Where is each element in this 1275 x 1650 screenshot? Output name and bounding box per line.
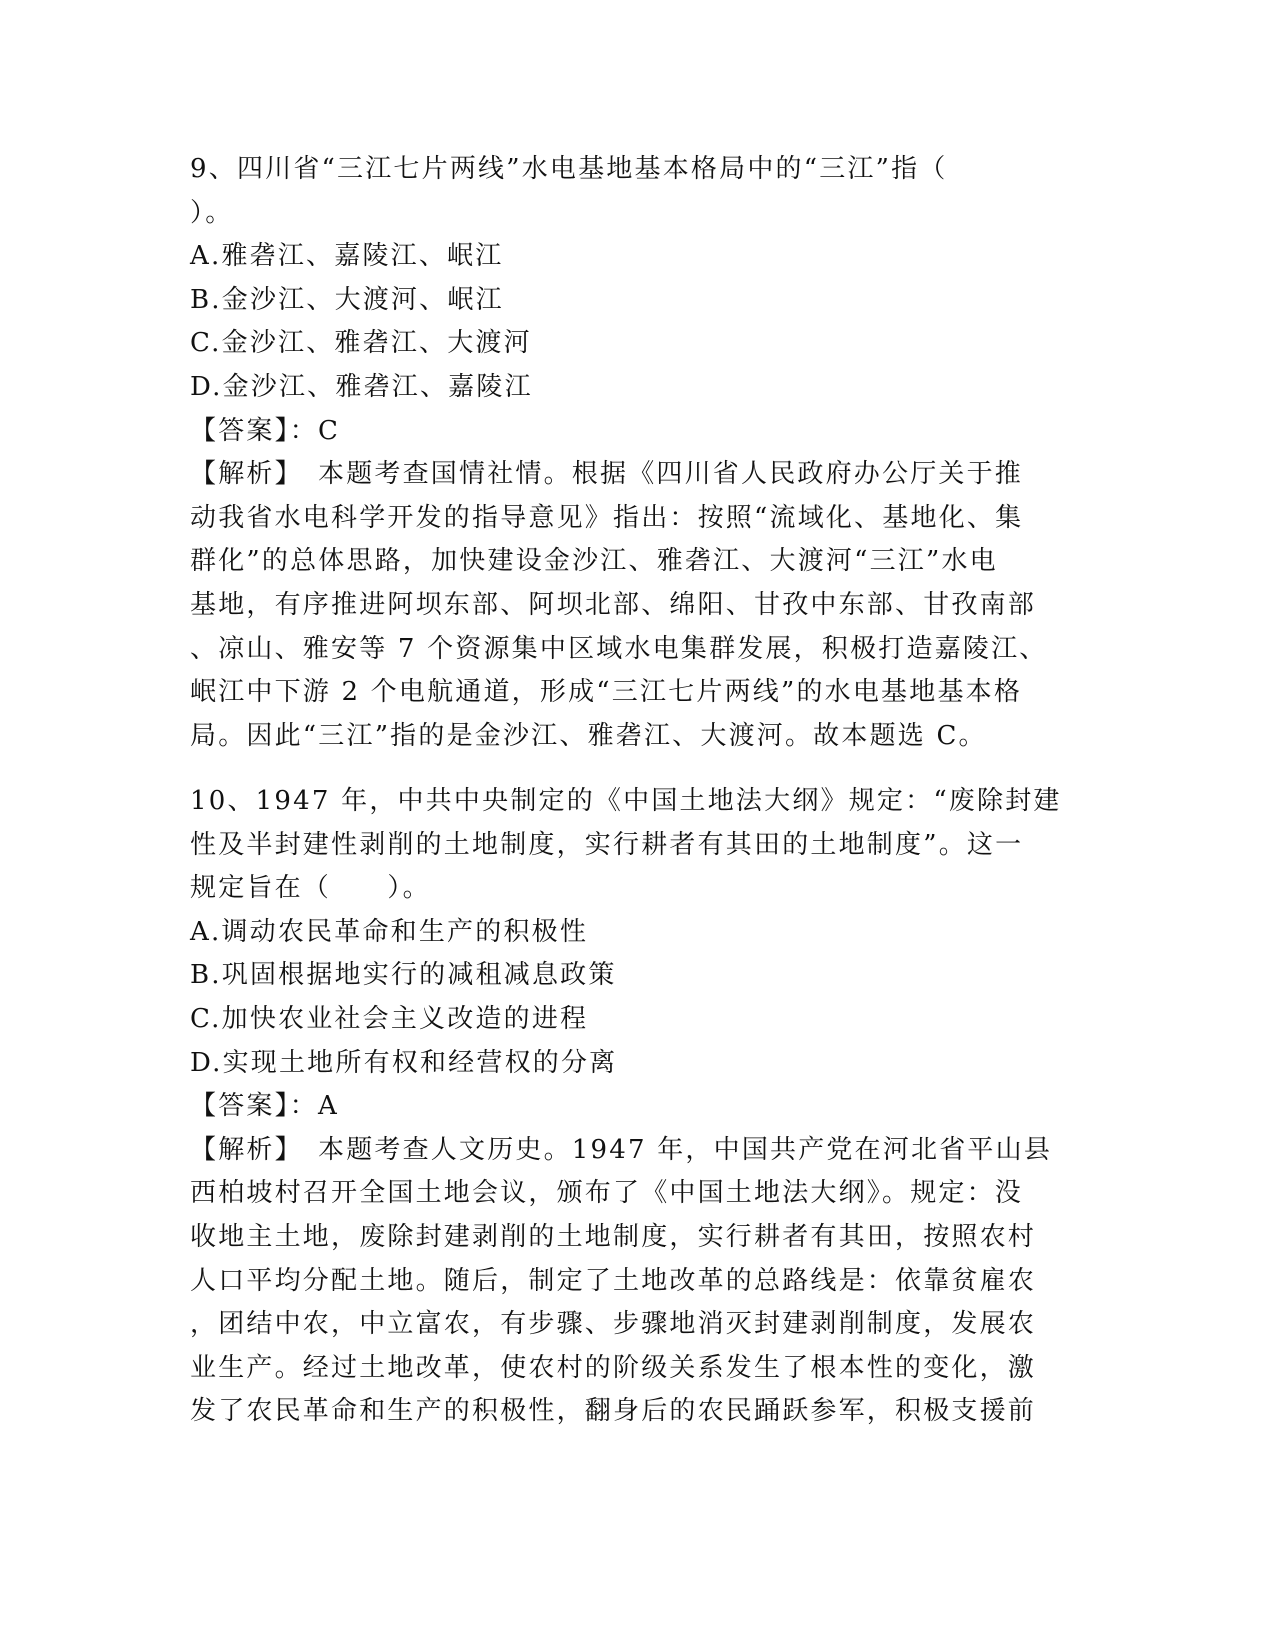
option-d: D.金沙江、雅砻江、嘉陵江	[190, 371, 533, 402]
option-c: C.金沙江、雅砻江、大渡河	[190, 328, 532, 359]
option-d: D.实现土地所有权和经营权的分离	[190, 1047, 618, 1078]
analysis-line: 岷江中下游 2 个电航通道，形成“三江七片两线”的水电基地基本格	[190, 677, 1023, 708]
question-9	[190, 148, 1090, 758]
answer-line: 【答案】：A	[190, 1091, 339, 1122]
analysis-line: 【解析】 本题考查人文历史。1947 年，中国共产党在河北省平山县	[190, 1134, 1053, 1165]
analysis-line: 西柏坡村召开全国土地会议，颁布了《中国土地法大纲》。规定：没	[190, 1178, 1024, 1209]
analysis-line: 业生产。经过土地改革，使农村的阶级关系发生了根本性的变化，激	[190, 1352, 1037, 1383]
answer-line: 【答案】：C	[190, 415, 341, 446]
analysis-line: 发了农民革命和生产的积极性，翻身后的农民踊跃参军，积极支援前	[190, 1396, 1037, 1427]
question-stem-line: 9、四川省“三江七片两线”水电基地基本格局中的“三江”指（	[190, 154, 948, 184]
question-stem-line: 规定旨在（ ）。	[190, 873, 431, 904]
analysis-line: 收地主土地，废除封建剥削的土地制度，实行耕者有其田，按照农村	[190, 1221, 1037, 1252]
option-b: B.金沙江、大渡河、岷江	[190, 284, 504, 315]
question-stem-line: ）。	[190, 197, 234, 228]
question-stem-line: 10、1947 年，中共中央制定的《中国土地法大纲》规定：“废除封建	[190, 786, 1062, 816]
analysis-line: 、凉山、雅安等 7 个资源集中区域水电集群发展，积极打造嘉陵江、	[190, 633, 1048, 664]
option-a: A.雅砻江、嘉陵江、岷江	[190, 241, 504, 272]
analysis-line: 动我省水电科学开发的指导意见》指出：按照“流域化、基地化、集	[190, 502, 1024, 533]
analysis-line: 【解析】 本题考查国情社情。根据《四川省人民政府办公厅关于推	[190, 459, 1024, 490]
question-stem-line: 性及半封建性剥削的土地制度，实行耕者有其田的土地制度”。这一	[190, 829, 1024, 860]
analysis-line: 群化”的总体思路，加快建设金沙江、雅砻江、大渡河“三江”水电	[190, 546, 998, 577]
option-c: C.加快农业社会主义改造的进程	[190, 1003, 589, 1034]
question-10	[190, 780, 1090, 1434]
analysis-line: 基地，有序推进阿坝东部、阿坝北部、绵阳、甘孜中东部、甘孜南部	[190, 589, 1037, 620]
option-b: B.巩固根据地实行的减租减息政策	[190, 960, 617, 991]
analysis-line: 人口平均分配土地。随后，制定了土地改革的总路线是：依靠贫雇农	[190, 1265, 1037, 1296]
option-a: A.调动农民革命和生产的积极性	[190, 916, 589, 947]
analysis-line: ，团结中农，中立富农，有步骤、步骤地消灭封建剥削制度，发展农	[190, 1309, 1037, 1340]
analysis-line: 局。因此“三江”指的是金沙江、雅砻江、大渡河。故本题选 C。	[190, 720, 987, 751]
